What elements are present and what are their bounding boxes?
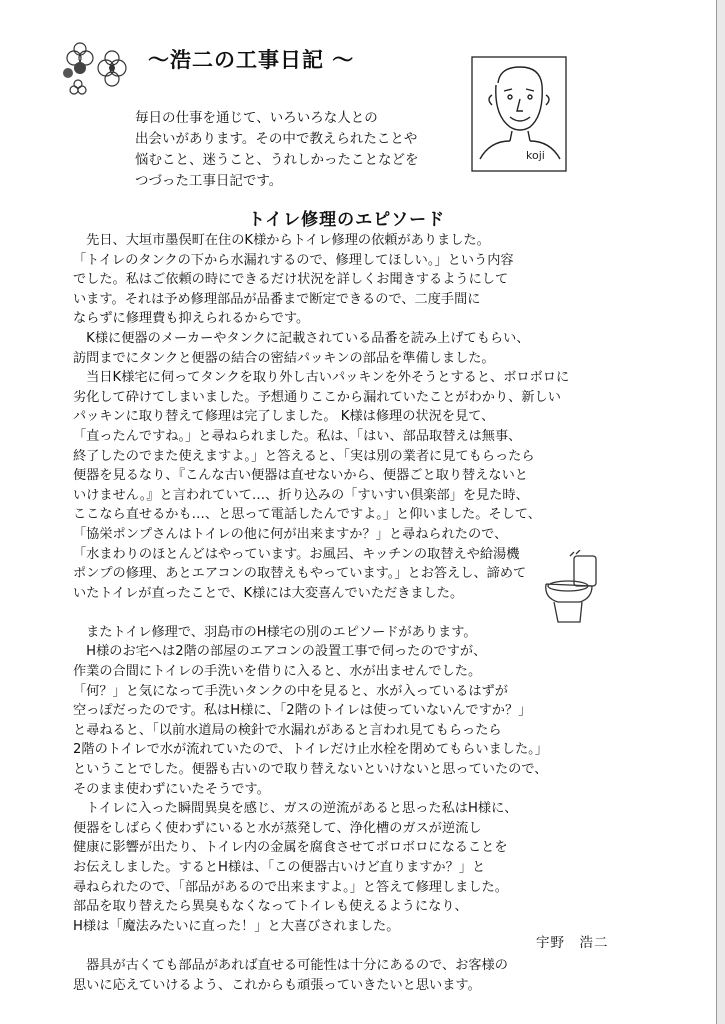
toilet-icon bbox=[540, 550, 602, 628]
article-line: 尋ねられたので、「部品があるので出来ますよ。」と答えて修理しました。 bbox=[73, 879, 508, 895]
article-line: トイレに入った瞬間異臭を感じ、ガスの逆流があると思った私はH様に、 bbox=[73, 801, 518, 817]
intro-line: 悩むこと、迷うこと、うれしかったことなどを bbox=[135, 152, 419, 168]
signature: 宇野 浩二 bbox=[536, 935, 609, 951]
article-line: H様は「魔法みたいに直った！」と大喜びされました。 bbox=[73, 918, 400, 934]
article-line: 「協栄ポンプさんはトイレの他に何が出来ますか？」と尋ねられたので、 bbox=[73, 526, 508, 542]
page-edge bbox=[716, 0, 725, 1024]
article-line: 当日K様宅に伺ってタンクを取り外し古いパッキンを外そうとすると、ボロボロに bbox=[73, 370, 570, 386]
intro-line: つづった工事日記です。 bbox=[135, 173, 283, 189]
article-line: 「何？」と気になって手洗いタンクの中を見ると、水が入っているはずが bbox=[73, 683, 508, 699]
article-line: 訪問までにタンクと便器の結合の密結パッキンの部品を準備しました。 bbox=[73, 350, 495, 366]
article-line: 部品を取り替えたら異臭もなくなってトイレも使えるようになり、 bbox=[73, 899, 468, 915]
intro-line: 出会いがあります。その中で教えられたことや bbox=[135, 131, 418, 147]
intro-line: 毎日の仕事を通じて、いろいろな人との bbox=[135, 110, 378, 126]
article-line: 便器をしばらく使わずにいると水が蒸発して、浄化槽のガスが逆流し bbox=[73, 820, 482, 836]
article-line: でした。私はご依頼の時にできるだけ状況を詳しくお聞きするようにして bbox=[73, 272, 509, 288]
author-portrait bbox=[470, 55, 568, 173]
diary-title: ～浩二の工事日記 ～ bbox=[148, 48, 355, 72]
article-line: ここなら直せるかも…、と思って電話したんですよ。」と仰いました。そして、 bbox=[73, 507, 541, 523]
article-line: パッキンに取り替えて修理は完了しました。 K様は修理の状況を見て、 bbox=[73, 409, 495, 425]
article-line: 思いに応えていけるよう、これからも頑張っていきたいと思います。 bbox=[73, 977, 481, 993]
article-line: 便器を見るなり、『こんな古い便器は直せないから、便器ごと取り替えないと bbox=[73, 468, 528, 484]
flower-icon bbox=[56, 38, 136, 108]
article-line: 劣化して砕けてしまいました。予想通りここから漏れていたことがわかり、新しい bbox=[73, 389, 561, 405]
article-line: 空っぽだったのです。私はH様に、「2階のトイレは使っていないんですか？」 bbox=[73, 703, 532, 719]
article-line: 健康に影響が出たり、トイレ内の金属を腐食させてボロボロになることを bbox=[73, 840, 508, 856]
article-line: ならずに修理費も抑えられるからです。 bbox=[73, 311, 310, 327]
article-line: またトイレ修理で、羽島市のH様宅の別のエピソードがあります。 bbox=[73, 624, 477, 640]
article-line: 先日、大垣市墨俣町在住のK様からトイレ修理の依頼がありました。 bbox=[73, 233, 490, 248]
article-line: 作業の合間にトイレの手洗いを借りに入ると、水が出ませんでした。 bbox=[73, 664, 482, 680]
article-line: 終了したのでまた使えますよ。」と答えると、「実は別の業者に見てもらったら bbox=[73, 448, 535, 464]
article-line: 「水まわりのほとんどはやっています。お風呂、キッチンの取替えや給湯機 bbox=[73, 546, 520, 562]
article-line: K様に便器のメーカーやタンクに記載されている品番を読み上げてもらい、 bbox=[73, 330, 530, 346]
article-line: います。それは予め修理部品が品番まで断定できるので、二度手間に bbox=[73, 291, 481, 307]
article-line: いたトイレが直ったことで、K様には大変喜んでいただきました。 bbox=[73, 585, 464, 601]
article-line: 「直ったんですね。」と尋ねられました。私は、「はい、部品取替えは無事、 bbox=[73, 428, 522, 444]
article-line: お伝えしました。するとH様は、「この便器古いけど直りますか？」と bbox=[73, 860, 486, 875]
article-line: と尋ねると、「以前水道局の検針で水漏れがあると言われ見てもらったら bbox=[73, 722, 502, 738]
article-line: ポンプの修理、あとエアコンの取替えもやっています。」とお答えし、諦めて bbox=[73, 566, 527, 582]
article-line: 「トイレのタンクの下から水漏れするので、修理してほしい。」という内容 bbox=[73, 252, 514, 268]
article-line: ということでした。便器も古いので取り替えないといけないと思っていたので、 bbox=[73, 762, 548, 778]
intro-text bbox=[135, 108, 419, 192]
portrait-label: koji bbox=[526, 149, 545, 162]
article-line: そのまま使わずにいたそうです。 bbox=[73, 781, 270, 797]
article-line: 器具が古くても部品があれば直せる可能性は十分にあるので、お客様の bbox=[73, 957, 508, 973]
article-line: H様のお宅へは2階の部屋のエアコンの設置工事で伺ったのですが、 bbox=[73, 644, 487, 660]
article-title: トイレ修理のエピソード bbox=[248, 210, 446, 230]
article-line: 2階のトイレで水が流れていたので、トイレだけ止水栓を閉めてもらいました。」 bbox=[73, 742, 548, 758]
article-line: いけません。』と言われていて…、折り込みの「すいすい倶楽部」を見た時、 bbox=[73, 487, 529, 503]
